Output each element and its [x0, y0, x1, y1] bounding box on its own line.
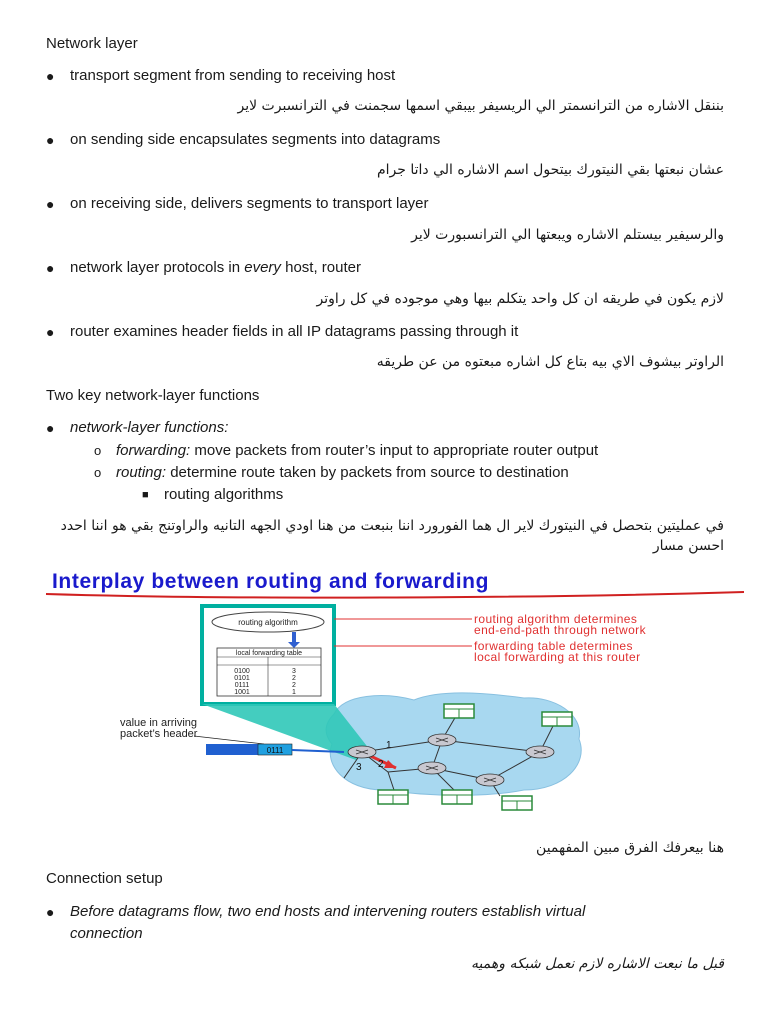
arabic-note: والرسيفير بيستلم الاشاره ويبعتها الي الترانسبورت لاير: [411, 227, 724, 243]
section-heading-key-functions: Two key network-layer functions: [46, 387, 260, 404]
table-icon: [442, 790, 472, 804]
table-cell-output-link: 1: [292, 689, 296, 696]
pointer-line: [194, 736, 264, 744]
note-forwarding-line2: local forwarding at this router: [474, 650, 641, 664]
packet-header-value: 0111: [266, 746, 284, 755]
router-icon: [348, 746, 376, 758]
arabic-caption: هنا بيعرفك الفرق مبين المفهمين: [536, 840, 724, 856]
table-icon: [378, 790, 408, 804]
port-label-1: 1: [386, 740, 392, 751]
note-forwarding-line1: forwarding table determines: [474, 639, 633, 653]
note-routing-line1: routing algorithm determines: [474, 612, 638, 626]
arabic-note: بننقل الاشاره من الترانسمتر الي الريسيفر بيبقي اسمها سجمنت في الترانسبرت لاير: [237, 98, 724, 114]
bullet-text: network-layer functions:: [70, 419, 229, 436]
forwarding-table-title: local forwarding table: [235, 650, 303, 657]
section-heading-connection-setup: Connection setup: [46, 870, 163, 887]
arabic-note: قبل ما نبعت الاشاره لازم نعمل شبكه وهميه: [471, 956, 724, 972]
bullet-text-pre: network layer protocols in: [70, 259, 245, 276]
table-cell-output-link: 2: [292, 675, 296, 682]
port-label-2: 2: [378, 759, 384, 770]
arabic-note: عشان نبعتها بقي النيتورك بيتحول اسم الاشاره الي داتا جرام: [376, 162, 724, 178]
arriving-label-line2: packet’s header: [120, 728, 198, 740]
bullet-icon: ●: [46, 904, 55, 920]
bullet-text-post: host, router: [280, 259, 361, 276]
router-icon: [418, 762, 446, 774]
sub-bullet-routing: [116, 463, 569, 483]
bullet-icon: ●: [46, 68, 55, 84]
port-label-3: 3: [356, 762, 362, 773]
bullet-text-line1: Before datagrams flow, two end hosts and intervening routers establish virtual: [70, 903, 586, 920]
table-cell-output-link: 2: [292, 682, 296, 689]
term-forwarding-desc: move packets from router’s input to appropriate router output: [190, 442, 599, 459]
arabic-note: الراوتر بيشوف الاي بيه بتاع كل اشاره مبعتوه من عن طريقه: [376, 354, 724, 370]
table-icon: [502, 796, 532, 810]
sub-bullet-icon: o: [94, 443, 102, 458]
routing-forwarding-figure: [44, 564, 744, 832]
router-icon: [476, 774, 504, 786]
sub-bullet-forwarding: [116, 441, 598, 461]
arriving-label-line1: value in arriving: [120, 717, 198, 729]
packet-body: [206, 744, 258, 755]
sub-bullet-icon: o: [94, 465, 102, 480]
bullet-text: transport segment from sending to receiving host: [70, 67, 396, 84]
bullet-text: [70, 258, 361, 278]
table-cell-output-link: 3: [292, 668, 296, 675]
table-icon: [444, 704, 474, 718]
routing-algorithm-label: routing algorithm: [238, 618, 298, 627]
arabic-note: لازم يكون في طريقه ان كل واحد يتكلم بيها وهي موجوده في كل راوتر: [316, 291, 724, 307]
table-cell-header-value: 1001: [234, 689, 250, 696]
term-routing-desc: determine route taken by packets from source to destination: [166, 464, 569, 481]
bullet-text: on sending side encapsulates segments into datagrams: [70, 131, 441, 148]
bullet-text-line2: connection: [70, 925, 143, 942]
section-heading-network-layer: Network layer: [46, 35, 138, 52]
table-cell-header-value: 0101: [234, 675, 250, 682]
figure-title: Interplay between routing and forwarding: [52, 570, 490, 593]
bullet-icon: ●: [46, 420, 55, 436]
bullet-icon: ●: [46, 260, 55, 276]
bullet-text: router examines header fields in all IP datagrams passing through it: [70, 323, 519, 340]
bullet-icon: ●: [46, 324, 55, 340]
note-routing-line2: end-end-path through network: [474, 623, 646, 637]
router-icon: [428, 734, 456, 746]
table-icon: [542, 712, 572, 726]
emphasis-every: every: [244, 259, 281, 276]
term-forwarding: forwarding:: [116, 442, 191, 459]
arabic-note: في عمليتين بتحصل في النيتورك لاير ال هما الفورورد اننا بنبعت من هنا اودي الجهه التانيه والراوتنج بقي هو اننا احدد احسن مسار: [60, 518, 724, 554]
table-cell-header-value: 0100: [234, 668, 250, 675]
table-cell-header-value: 0111: [234, 682, 250, 689]
bullet-icon: ●: [46, 132, 55, 148]
term-routing: routing:: [116, 464, 167, 481]
bullet-icon: ●: [46, 196, 55, 212]
sub-sub-bullet-text: routing algorithms: [164, 486, 284, 503]
router-icon: [526, 746, 554, 758]
square-bullet-icon: ■: [142, 489, 149, 501]
bullet-text: on receiving side, delivers segments to transport layer: [70, 195, 429, 212]
